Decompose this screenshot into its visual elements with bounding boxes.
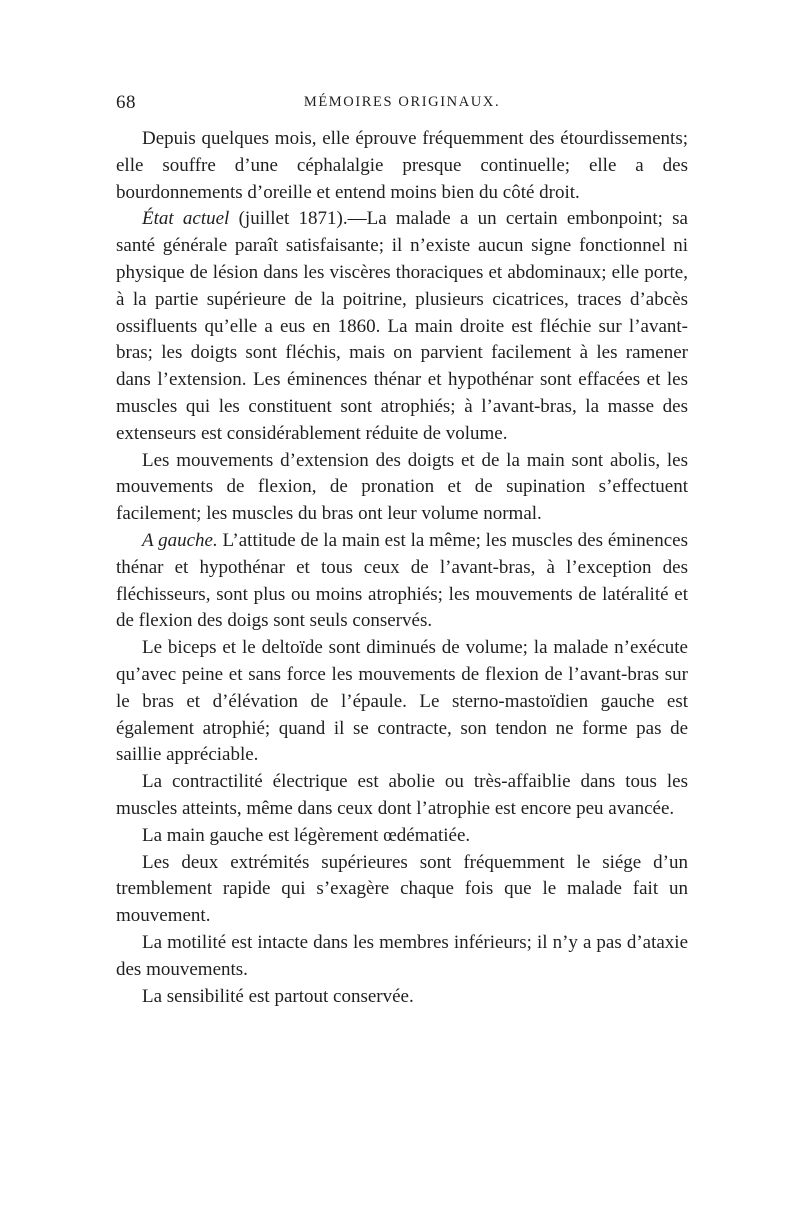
page-number: 68 — [116, 92, 136, 113]
paragraph-text: La motilité est intacte dans les membres inférieurs; il n’y a pas d’ataxie des mouvements. — [116, 931, 688, 980]
paragraph-edema — [116, 823, 688, 850]
paragraph-text: Les mouvements d’extension des doigts et de la main sont abolis, les mouvements de flexion, de pronation et de supination s’effectuent facilement; les muscles du bras ont leur volume normal. — [116, 449, 688, 525]
paragraph-current-state — [116, 206, 688, 447]
paragraph-text: La sensibilité est partout conservée. — [142, 985, 414, 1007]
running-title: MÉMOIRES ORIGINAUX. — [303, 94, 501, 110]
running-header — [116, 92, 688, 118]
paragraph-extension — [116, 448, 688, 528]
paragraph-biceps — [116, 635, 688, 769]
paragraph-text: La contractilité électrique est abolie ou très-affaiblie dans tous les muscles atteints, même dans ceux dont l’atrophie est encore peu avancée. — [116, 771, 688, 819]
paragraph-tremor — [116, 850, 688, 930]
paragraph-history — [116, 126, 688, 206]
paragraph-sensibility — [116, 984, 688, 1011]
paragraph-lead-italic: État actuel — [142, 208, 230, 230]
paragraph-text: Depuis quelques mois, elle éprouve fréquemment des étourdissements; elle souffre d’une céphalalgie presque continuelle; elle a des bourdonnements d’oreille et entend moins bien du côté droit. — [116, 128, 688, 203]
body-text — [116, 126, 688, 1010]
paragraph-text: (juillet 1871).—La malade a un certain embonpoint; sa santé générale paraît satisfaisante; il n’existe aucun signe fonctionnel ni physique de lésion dans les viscères thoraciques et abdominaux; elle porte, à la partie supérieure de la poitrine, plusieurs cicatrices, traces d’abcès ossifluents qu’elle a eus en 1860. La main droite est fléchie sur l’avant-bras; les doigts sont fléchis, mais on parvient facilement à les ramener dans l’extension. Les éminences thénar et hypothénar sont effacées et les muscles qui les constituent sont atrophiés; à l’avant-bras, la masse des extenseurs est considérablement réduite de volume. — [116, 208, 688, 444]
paragraph-motility — [116, 930, 688, 984]
paragraph-left-side — [116, 528, 688, 635]
paragraph-text: Le biceps et le deltoïde sont diminués de volume; la malade n’exécute qu’avec peine et sans force les mouvements de flexion de l’avant-bras sur le bras et d’élévation de l’épaule. Le sterno-mastoïdien gauche est également atrophié; quand il se contracte, son tendon ne forme pas de saillie appréciable. — [116, 637, 688, 766]
paragraph-text: La main gauche est légèrement œdématiée. — [142, 824, 471, 846]
paragraph-lead-italic: A gauche. — [142, 529, 218, 551]
paragraph-text: Les deux extrémités supérieures sont fréquemment le siége d’un tremblement rapide qui s’exagère chaque fois que le malade fait un mouvement. — [116, 851, 688, 927]
paragraph-contractility — [116, 769, 688, 823]
paragraph-text: L’attitude de la main est la même; les muscles des éminences thénar et hypothénar et tous ceux de l’avant-bras, à l’exception des fléchisseurs, sont plus ou moins atrophiés; les mouvements de latéralité et de flexion des doigs sont seuls conservés. — [116, 529, 688, 632]
